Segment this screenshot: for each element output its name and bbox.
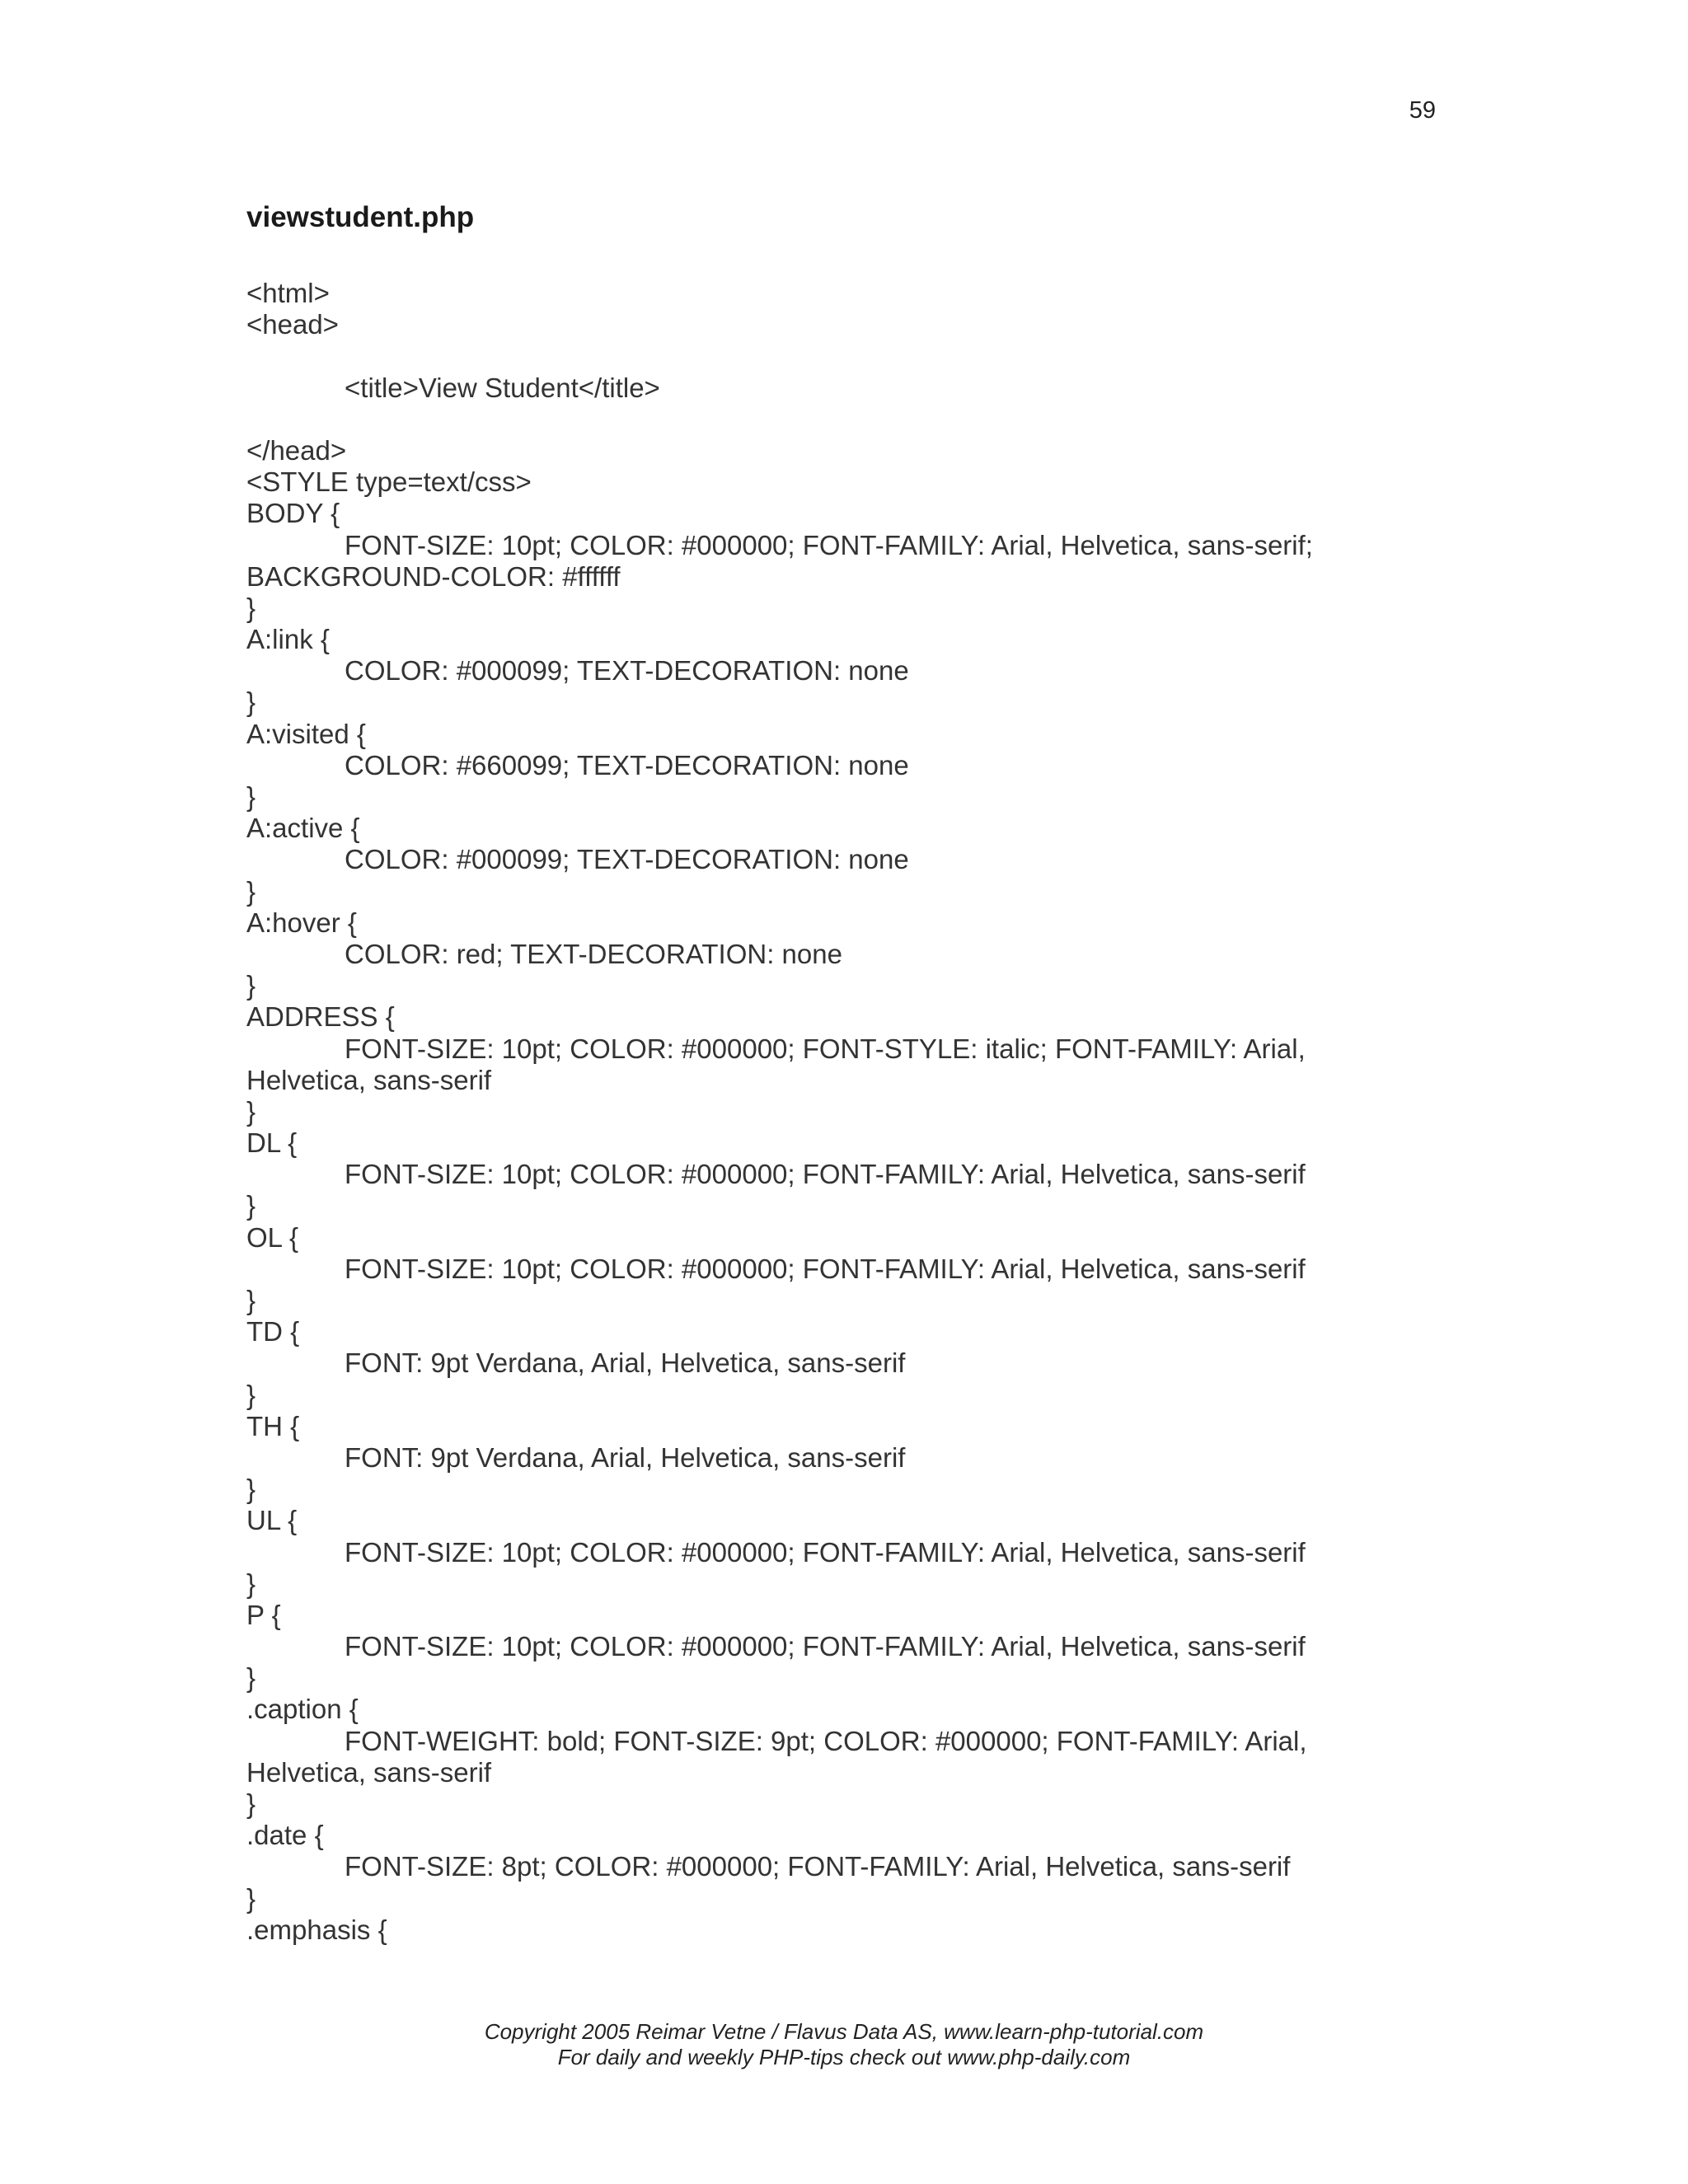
- code-line: </head>: [246, 434, 347, 466]
- code-line: FONT-SIZE: 8pt; COLOR: #000000; FONT-FAMILY: Arial, Helvetica, sans-serif: [345, 1851, 1291, 1882]
- code-line: }: [246, 1882, 256, 1914]
- code-line: A:link {: [246, 624, 330, 655]
- code-line: UL {: [246, 1505, 298, 1536]
- code-line: TH {: [246, 1410, 300, 1441]
- code-line: .date {: [246, 1820, 324, 1851]
- code-line: FONT-SIZE: 10pt; COLOR: #000000; FONT-STYLE: italic; FONT-FAMILY: Arial,: [345, 1033, 1306, 1064]
- code-line: FONT: 9pt Verdana, Arial, Helvetica, sans-serif: [345, 1347, 906, 1379]
- document-title: viewstudent.php: [246, 201, 475, 233]
- footer-copyright: Copyright 2005 Reimar Vetne / Flavus Data AS, www.learn-php-tutorial.com: [484, 2019, 1204, 2044]
- code-line: }: [246, 687, 256, 718]
- code-line: DL {: [246, 1127, 298, 1159]
- code-line: A:active {: [246, 813, 360, 844]
- code-line: <html>: [246, 278, 330, 308]
- code-line: .caption {: [246, 1694, 359, 1725]
- code-line: }: [246, 1379, 256, 1410]
- code-line: FONT-SIZE: 10pt; COLOR: #000000; FONT-FAMILY: Arial, Helvetica, sans-serif: [345, 1253, 1306, 1284]
- code-line: P {: [246, 1599, 281, 1630]
- code-line: COLOR: red; TEXT-DECORATION: none: [345, 938, 842, 969]
- code-line: }: [246, 1788, 256, 1819]
- code-line: }: [246, 1285, 256, 1315]
- code-line: A:visited {: [246, 718, 366, 749]
- code-line: FONT: 9pt Verdana, Arial, Helvetica, sans-serif: [345, 1441, 906, 1473]
- code-line: }: [246, 592, 256, 623]
- code-line: [246, 404, 1433, 435]
- code-line: TD {: [246, 1316, 300, 1347]
- code-line: Helvetica, sans-serif: [246, 1756, 492, 1788]
- code-line: COLOR: #000099; TEXT-DECORATION: none: [345, 655, 909, 687]
- code-line: }: [246, 1190, 256, 1221]
- code-line: FONT-SIZE: 10pt; COLOR: #000000; FONT-FAMILY: Arial, Helvetica, sans-serif: [345, 1159, 1306, 1190]
- code-line: }: [246, 1474, 256, 1505]
- code-line: <title>View Student</title>: [345, 372, 660, 403]
- code-line: }: [246, 1568, 256, 1599]
- code-line: <STYLE type=text/css>: [246, 466, 532, 498]
- code-line: FONT-SIZE: 10pt; COLOR: #000000; FONT-FAMILY: Arial, Helvetica, sans-serif;: [345, 529, 1313, 560]
- code-line: BACKGROUND-COLOR: #ffffff: [246, 560, 621, 592]
- footer-tips: For daily and weekly PHP-tips check out www.php-daily.com: [557, 2045, 1131, 2069]
- code-line: }: [246, 875, 256, 907]
- code-line: Helvetica, sans-serif: [246, 1064, 492, 1095]
- code-line: <head>: [246, 309, 339, 340]
- code-line: }: [246, 781, 256, 812]
- code-line: A:hover {: [246, 907, 357, 938]
- code-line: FONT-SIZE: 10pt; COLOR: #000000; FONT-FAMILY: Arial, Helvetica, sans-serif: [345, 1631, 1306, 1662]
- code-line: }: [246, 970, 256, 1001]
- code-listing: [246, 278, 1433, 1946]
- code-line: OL {: [246, 1221, 298, 1253]
- code-line: COLOR: #000099; TEXT-DECORATION: none: [345, 844, 909, 875]
- code-line: BODY {: [246, 498, 340, 529]
- code-line: }: [246, 1095, 256, 1127]
- code-line: COLOR: #660099; TEXT-DECORATION: none: [345, 749, 909, 780]
- code-line: FONT-SIZE: 10pt; COLOR: #000000; FONT-FAMILY: Arial, Helvetica, sans-serif: [345, 1536, 1306, 1568]
- page-footer: [0, 2019, 1688, 2070]
- code-line: ADDRESS {: [246, 1001, 395, 1033]
- code-line: FONT-WEIGHT: bold; FONT-SIZE: 9pt; COLOR: #000000; FONT-FAMILY: Arial,: [345, 1725, 1307, 1756]
- code-line: }: [246, 1662, 256, 1694]
- page-number: 59: [1409, 97, 1436, 124]
- code-line: [246, 340, 1433, 372]
- code-line: .emphasis {: [246, 1914, 387, 1945]
